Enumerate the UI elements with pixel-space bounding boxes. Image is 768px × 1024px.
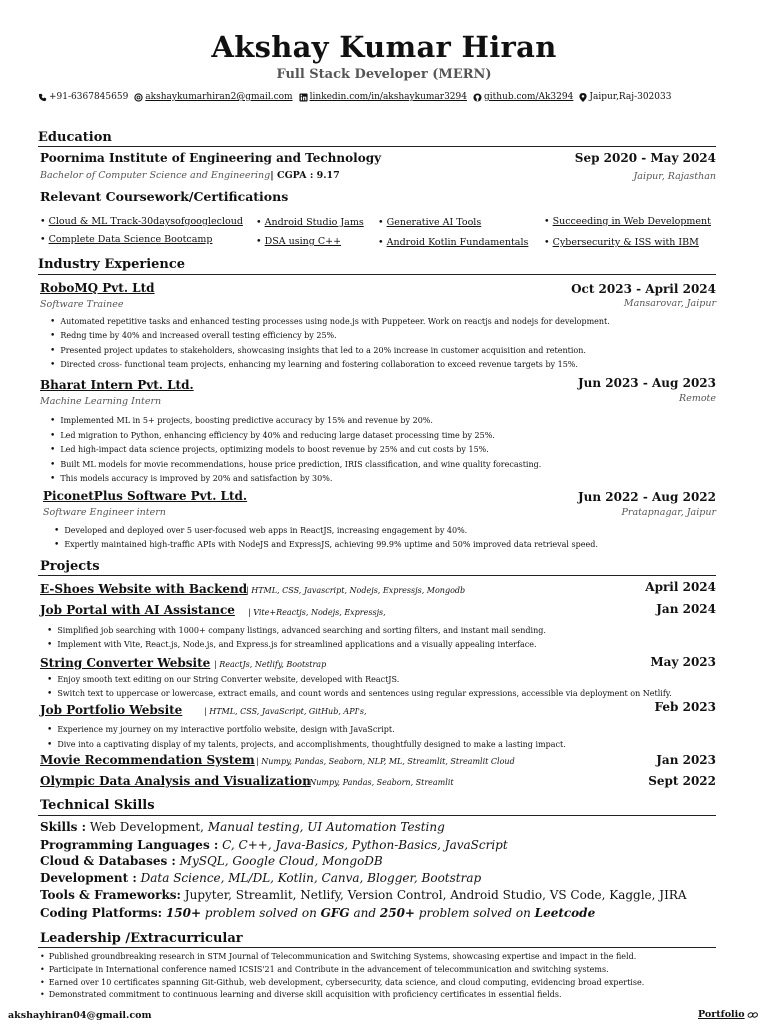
education-dates: Sep 2020 - May 2024	[574, 151, 716, 165]
project-name[interactable]: E-Shoes Website with Backend	[40, 582, 248, 596]
education-rule	[38, 146, 716, 147]
project-bullet: • Simplified job searching with 1000+ company listings, advanced searching and sorting filters, and instant mail sending.	[47, 626, 546, 636]
project-date: May 2023	[650, 655, 716, 669]
project-tech: | Numpy, Pandas, Seaborn, NLP, ML, Streamlit, Streamlit Cloud	[256, 757, 515, 766]
link-icon	[747, 1010, 759, 1020]
leadership-rule	[38, 947, 716, 948]
job-title: Full Stack Developer (MERN)	[276, 67, 492, 82]
phone-icon	[38, 93, 47, 102]
job-bullet: • Automated repetitive tasks and enhanced testing processes using node.js with Puppeteer. Work on reactjs and nodejs for development.	[50, 317, 610, 327]
job-location: Mansarovar, Jaipur	[623, 298, 716, 309]
job-company[interactable]: Bharat Intern Pvt. Ltd.	[40, 378, 194, 392]
job-bullet: • This models accuracy is improved by 20% and satisfaction by 30%.	[50, 474, 332, 484]
project-bullet: • Dive into a captivating display of my talents, projects, and accomplishments, thoughtfully designed to make a lasting impact.	[47, 740, 566, 750]
leadership-bullet: • Earned over 10 certificates spanning Git-Github, web development, cybersecurity, data science, and cloud computing, evidencing broad expertise.	[40, 978, 644, 987]
education-institute: Poornima Institute of Engineering and Technology	[40, 151, 382, 165]
coursework-heading: Relevant Coursework/Certifications	[40, 189, 289, 204]
course-item[interactable]: • Complete Data Science Bootcamp	[40, 234, 212, 245]
job-company[interactable]: RoboMQ Pvt. Ltd	[40, 281, 155, 295]
job-role: Software Engineer intern	[43, 507, 166, 518]
project-tech: | Vite+Reactjs, Nodejs, Expressjs,	[248, 608, 386, 617]
phone-text: +91-6367845659	[49, 92, 129, 102]
email-icon	[134, 93, 143, 102]
skills-rule	[38, 815, 716, 816]
contact-github[interactable]	[473, 92, 573, 102]
project-bullet: • Experience my journey on my interactive portfolio website, design with JavaScript.	[47, 725, 395, 735]
education-location: Jaipur, Rajasthan	[633, 171, 716, 182]
course-item[interactable]: • Succeeding in Web Development	[544, 216, 711, 227]
project-date: Feb 2023	[654, 700, 716, 714]
job-bullet: • Led high-impact data science projects, optimizing models to boost revenue by 25% and cut costs by 15%.	[50, 445, 489, 455]
project-bullet: • Implement with Vite, React.js, Node.js, and Express.js for streamlined applications and a visually appealing interface.	[47, 640, 537, 650]
course-item[interactable]: • Generative AI Tools	[378, 217, 481, 228]
job-bullet: • Directed cross- functional team projects, enhancing my learning and fostering collaboration to exceed revenue targets by 15%.	[50, 360, 578, 370]
job-role: Machine Learning Intern	[40, 396, 162, 407]
projects-rule	[38, 575, 716, 576]
job-dates: Oct 2023 - April 2024	[571, 282, 716, 296]
candidate-name: Akshay Kumar Hiran	[211, 30, 557, 64]
project-tech: | Numpy, Pandas, Seaborn, Streamlit	[304, 778, 454, 787]
leadership-bullet: • Published groundbreaking research in STM Journal of Telecommunication and Switching Systems, showcasing expertise and impact in the field.	[40, 952, 636, 961]
contact-email[interactable]	[134, 92, 292, 102]
course-item[interactable]: • Cloud & ML Track-30daysofgooglecloud	[40, 216, 243, 227]
job-bullet: • Redng time by 40% and increased overall testing efficiency by 25%.	[50, 331, 337, 341]
job-dates: Jun 2022 - Aug 2022	[577, 490, 716, 504]
project-tech: | ReactJs, Netlify, Bootstrap	[214, 660, 327, 669]
experience-rule	[38, 274, 716, 275]
project-bullet: • Enjoy smooth text editing on our String Converter website, developed with ReactJS.	[47, 675, 399, 685]
education-heading: Education	[38, 130, 112, 145]
coding-platforms-row: Coding Platforms: 150+ problem solved on GFG and 250+ problem solved on Leetcode	[40, 906, 596, 920]
location-pin-icon	[579, 93, 587, 102]
leadership-bullet: • Demonstrated commitment to continuous learning and diverse skill acquisition with proficiency certificates in essential fields.	[40, 990, 562, 999]
project-date: Jan 2024	[656, 602, 716, 616]
linkedin-link[interactable]: linkedin.com/in/akshaykumar3294	[309, 92, 467, 102]
job-company[interactable]: PiconetPlus Software Pvt. Ltd.	[43, 489, 248, 503]
project-name[interactable]: Job Portfolio Website	[40, 703, 183, 717]
location-text: Jaipur,Raj-302033	[589, 92, 672, 102]
footer-email[interactable]: akshayhiran04@gmail.com	[8, 1010, 152, 1021]
job-location: Remote	[679, 393, 716, 404]
job-bullet: • Expertly maintained high-traffic APIs with NodeJS and ExpressJS, achieving 99.9% uptime and 50% improved data retrieval speed.	[54, 540, 598, 550]
job-bullet: • Presented project updates to stakeholders, showcasing insights that led to a 20% increase in customer acquisition and retention.	[50, 346, 586, 356]
project-name[interactable]: Movie Recommendation System	[40, 753, 255, 767]
skill-row: Cloud & Databases : MySQL, Google Cloud, MongoDB	[40, 854, 383, 868]
email-link[interactable]: akshaykumarhiran2@gmail.com	[145, 92, 293, 102]
job-bullet: • Developed and deployed over 5 user-focused web apps in ReactJS, increasing engagement by 40%.	[54, 526, 467, 536]
linkedin-icon	[299, 93, 308, 102]
project-tech: | HTML, CSS, Javascript, Nodejs, Expressjs, Mongodb	[246, 586, 466, 595]
project-date: Sept 2022	[648, 774, 716, 788]
project-bullet: • Switch text to uppercase or lowercase, extract emails, and count words and sentences using regular expressions, accessible via deployment on Netlify.	[47, 689, 672, 699]
leadership-heading: Leadership /Extracurricular	[40, 931, 243, 946]
project-name[interactable]: String Converter Website	[40, 656, 211, 670]
project-name[interactable]: Olympic Data Analysis and Visualization	[40, 774, 311, 788]
leadership-bullet: • Participate in International conference named ICSIS'21 and Contribute in the advancement of telecommunication and switching systems.	[40, 965, 609, 974]
experience-heading: Industry Experience	[38, 257, 186, 272]
skill-row: Development : Data Science, ML/DL, Kotlin, Canva, Blogger, Bootstrap	[40, 871, 482, 885]
github-icon	[473, 93, 482, 102]
project-tech: | HTML, CSS, JavaScript, GitHub, API's,	[204, 707, 367, 716]
job-dates: Jun 2023 - Aug 2023	[577, 376, 716, 390]
contact-location	[579, 92, 671, 102]
project-date: April 2024	[645, 580, 716, 594]
job-bullet: • Led migration to Python, enhancing efficiency by 40% and reducing large dataset processing time by 25%.	[50, 431, 495, 441]
job-location: Pratapnagar, Jaipur	[621, 507, 716, 518]
job-bullet: • Built ML models for movie recommendations, house price prediction, IRIS classification, and wine quality forecasting.	[50, 460, 541, 470]
job-bullet: • Implemented ML in 5+ projects, boosting predictive accuracy by 15% and revenue by 20%.	[50, 416, 433, 426]
course-item[interactable]: • Cybersecurity & ISS with IBM	[544, 237, 699, 248]
portfolio-link[interactable]	[698, 1009, 759, 1020]
portfolio-label: Portfolio	[698, 1009, 745, 1020]
skill-row: Programming Languages : C, C++, Java-Basics, Python-Basics, JavaScript	[40, 838, 508, 852]
projects-heading: Projects	[40, 559, 100, 574]
skill-row: Tools & Frameworks: Jupyter, Streamlit, Netlify, Version Control, Android Studio, VS Code, Kaggle, JIRA	[40, 888, 687, 902]
education-cgpa: | CGPA : 9.17	[270, 170, 340, 181]
course-item[interactable]: • DSA using C++	[256, 236, 341, 247]
skill-row: Skills : Web Development, Manual testing, UI Automation Testing	[40, 820, 445, 834]
contact-bar	[38, 92, 677, 102]
skills-heading: Technical Skills	[40, 798, 155, 813]
github-link[interactable]: github.com/Ak3294	[483, 92, 574, 102]
project-name[interactable]: Job Portal with AI Assistance	[40, 603, 235, 617]
contact-phone[interactable]	[38, 92, 128, 102]
job-role: Software Trainee	[40, 299, 124, 310]
contact-linkedin[interactable]	[299, 92, 467, 102]
education-degree: Bachelor of Computer Science and Engineering	[40, 170, 271, 181]
education-degree-line	[40, 170, 340, 181]
project-date: Jan 2023	[656, 753, 716, 767]
course-item[interactable]: • Android Kotlin Fundamentals	[378, 237, 528, 248]
course-item[interactable]: • Android Studio Jams	[256, 217, 364, 228]
